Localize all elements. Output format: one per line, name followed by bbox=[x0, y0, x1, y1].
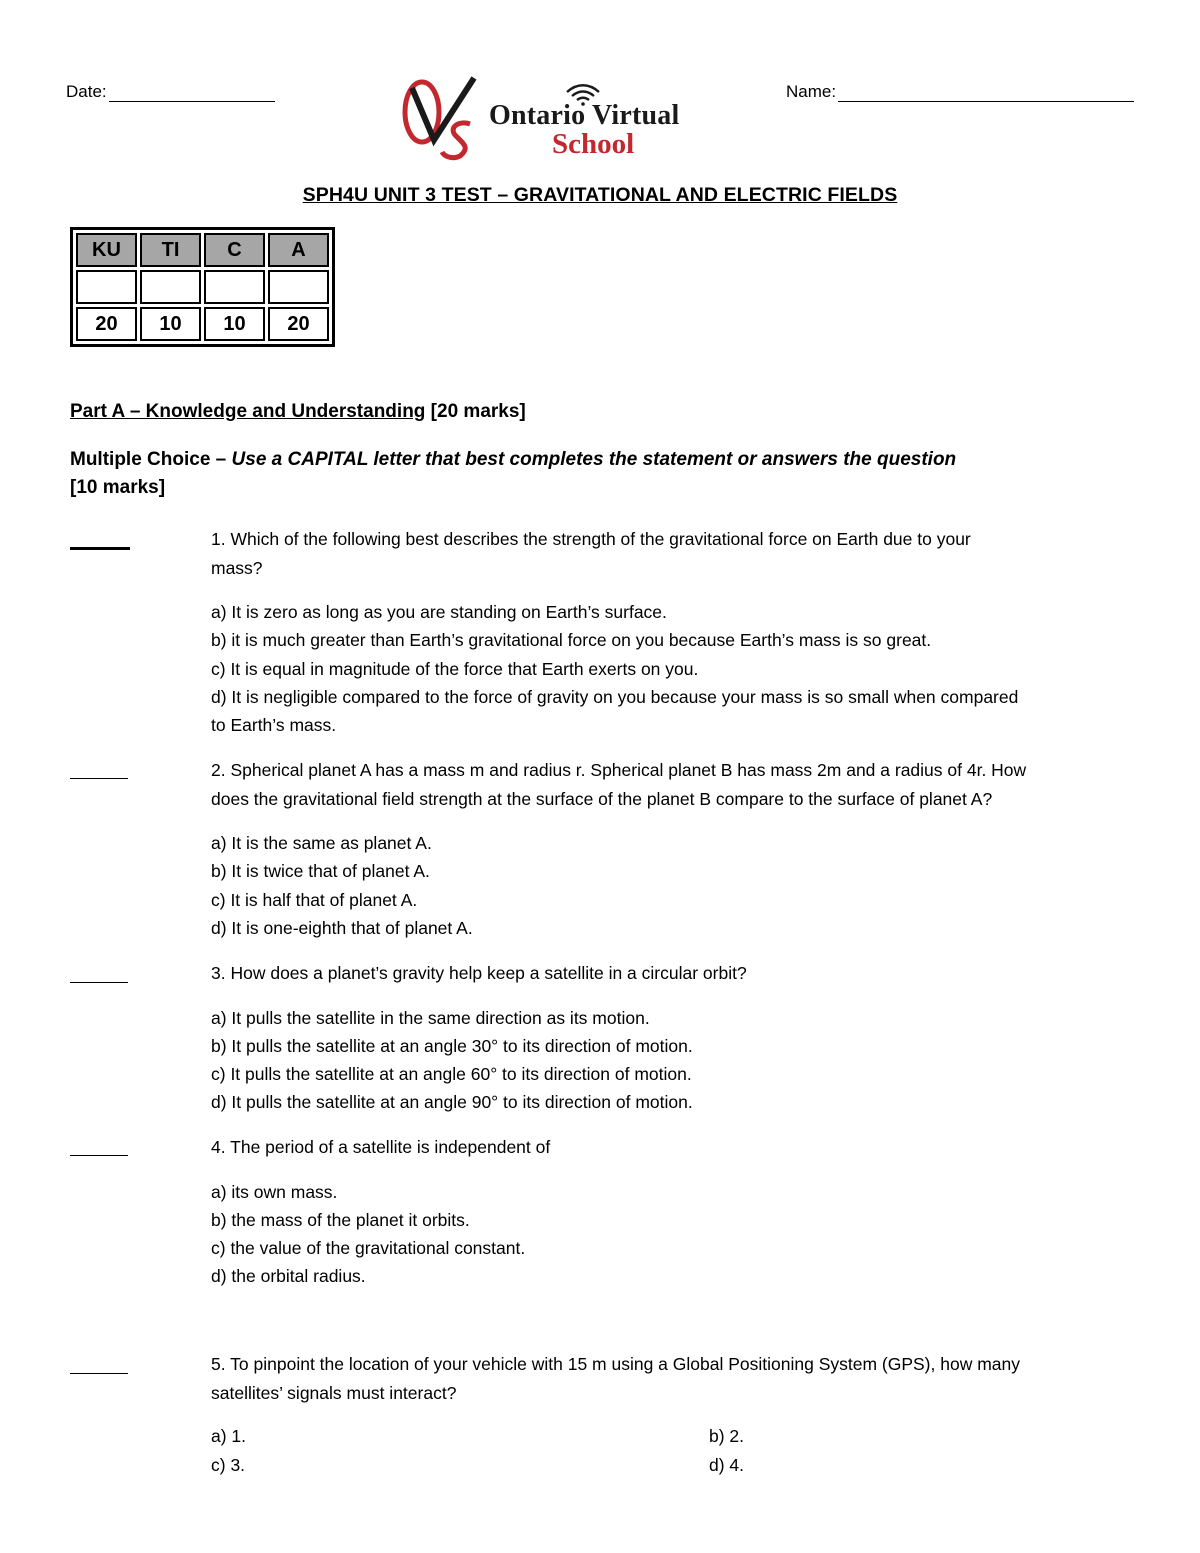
question-text-line: How does a planet’s gravity help keep a satellite in a circular orbit? bbox=[225, 963, 747, 983]
option-d: d) the orbital radius. bbox=[211, 1266, 366, 1287]
option-a: a) It is the same as planet A. bbox=[211, 833, 432, 853]
marks-total-ku: 20 bbox=[76, 307, 137, 341]
name-input-line[interactable] bbox=[838, 83, 1134, 102]
option-d: d) It is one-eighth that of planet A. bbox=[211, 917, 473, 938]
option-a: a) its own mass. bbox=[211, 1181, 338, 1202]
answer-blank-q5[interactable] bbox=[70, 1373, 128, 1374]
question-number: 1. bbox=[211, 529, 226, 549]
question-1-text bbox=[211, 525, 1151, 554]
mc-instruction: Use a CAPITAL letter that best completes the statement or answers the question bbox=[231, 449, 957, 470]
marks-header-ti: TI bbox=[140, 233, 201, 267]
question-4-text bbox=[211, 1133, 1151, 1162]
marks-score-ti[interactable] bbox=[140, 270, 201, 304]
option-a: a) It pulls the satellite in the same direction as its motion. bbox=[211, 1007, 650, 1028]
marks-total-c: 10 bbox=[204, 307, 265, 341]
question-number: 3. bbox=[211, 963, 226, 983]
answer-blank-q2[interactable] bbox=[70, 778, 128, 779]
question-text-line: Which of the following best describes the strength of the gravitational force on Earth due to your bbox=[225, 529, 971, 549]
date-field bbox=[66, 82, 275, 102]
marks-header-a: A bbox=[268, 233, 329, 267]
marks-score-ku[interactable] bbox=[76, 270, 137, 304]
question-text-line: does the gravitational field strength at the surface of the planet B compare to the surface of planet A? bbox=[211, 788, 993, 809]
mc-label: Multiple Choice – bbox=[70, 449, 232, 470]
part-a-title: Part A – Knowledge and Understanding bbox=[70, 401, 426, 422]
option-b: b) It pulls the satellite at an angle 30° to its direction of motion. bbox=[211, 1035, 693, 1056]
question-text-line: satellites’ signals must interact? bbox=[211, 1382, 457, 1403]
name-label: Name: bbox=[786, 82, 837, 101]
option-b: b) the mass of the planet it orbits. bbox=[211, 1209, 470, 1230]
option-d: d) 4. bbox=[709, 1455, 745, 1475]
question-number: 4. bbox=[211, 1137, 226, 1157]
marks-header-ku: KU bbox=[76, 233, 137, 267]
question-5 bbox=[211, 1350, 1151, 1407]
option-c: c) the value of the gravitational constant. bbox=[211, 1238, 526, 1259]
option-c: c) It is half that of planet A. bbox=[211, 889, 418, 910]
page-title: SPH4U UNIT 3 TEST – GRAVITATIONAL AND ELECTRIC FIELDS bbox=[302, 184, 898, 206]
question-1 bbox=[211, 525, 1151, 739]
question-2-text bbox=[211, 756, 1151, 785]
part-a-marks: [20 marks] bbox=[425, 401, 526, 422]
logo-line1: Ontario Virtual bbox=[489, 100, 680, 131]
question-text-line: Spherical planet A has a mass m and radius r. Spherical planet B has mass 2m and a radius of 4r. How bbox=[225, 760, 1027, 780]
option-c: c) It pulls the satellite at an angle 60° to its direction of motion. bbox=[211, 1064, 692, 1085]
logo-line2: School bbox=[552, 128, 635, 160]
question-text-line: The period of a satellite is independent of bbox=[225, 1137, 551, 1157]
question-text-line: mass? bbox=[211, 557, 263, 578]
part-a-heading bbox=[70, 401, 526, 423]
mc-marks: [10 marks] bbox=[70, 477, 166, 498]
date-label: Date: bbox=[66, 82, 107, 101]
marks-total-ti: 10 bbox=[140, 307, 201, 341]
question-number: 2. bbox=[211, 760, 226, 780]
marks-score-c[interactable] bbox=[204, 270, 265, 304]
question-text-line: To pinpoint the location of your vehicle with 15 m using a Global Positioning System (GPS), how many bbox=[225, 1354, 1020, 1374]
school-logo bbox=[400, 72, 730, 162]
question-3 bbox=[211, 959, 1151, 1117]
ovs-mark-icon bbox=[400, 72, 485, 162]
option-d: d) It pulls the satellite at an angle 90° to its direction of motion. bbox=[211, 1092, 693, 1113]
question-4 bbox=[211, 1133, 1151, 1291]
question-number: 5. bbox=[211, 1354, 226, 1374]
option-c: c) It is equal in magnitude of the force that Earth exerts on you. bbox=[211, 658, 699, 679]
option-a: a) It is zero as long as you are standing on Earth’s surface. bbox=[211, 602, 667, 622]
answer-blank-q1[interactable] bbox=[70, 547, 130, 550]
option-b: b) it is much greater than Earth’s gravitational force on you because Earth’s mass is so great. bbox=[211, 630, 932, 651]
question-3-text bbox=[211, 959, 1151, 988]
marks-total-a: 20 bbox=[268, 307, 329, 341]
option-c: c) 3. bbox=[211, 1455, 246, 1475]
date-input-line[interactable] bbox=[109, 83, 275, 102]
answer-blank-q3[interactable] bbox=[70, 982, 128, 983]
option-b: b) It is twice that of planet A. bbox=[211, 861, 430, 882]
option-d-continued: to Earth’s mass. bbox=[211, 715, 337, 736]
name-field bbox=[786, 82, 1134, 102]
marks-score-a[interactable] bbox=[268, 270, 329, 304]
question-5-text bbox=[211, 1350, 1151, 1379]
marks-header-c: C bbox=[204, 233, 265, 267]
answer-blank-q4[interactable] bbox=[70, 1155, 128, 1156]
multiple-choice-heading bbox=[70, 446, 1130, 502]
question-2 bbox=[211, 756, 1151, 942]
option-a: a) 1. bbox=[211, 1426, 247, 1446]
option-b: b) 2. bbox=[709, 1426, 745, 1446]
marks-table bbox=[70, 227, 335, 347]
option-d: d) It is negligible compared to the force of gravity on you because your mass is so small when compared bbox=[211, 686, 1019, 707]
